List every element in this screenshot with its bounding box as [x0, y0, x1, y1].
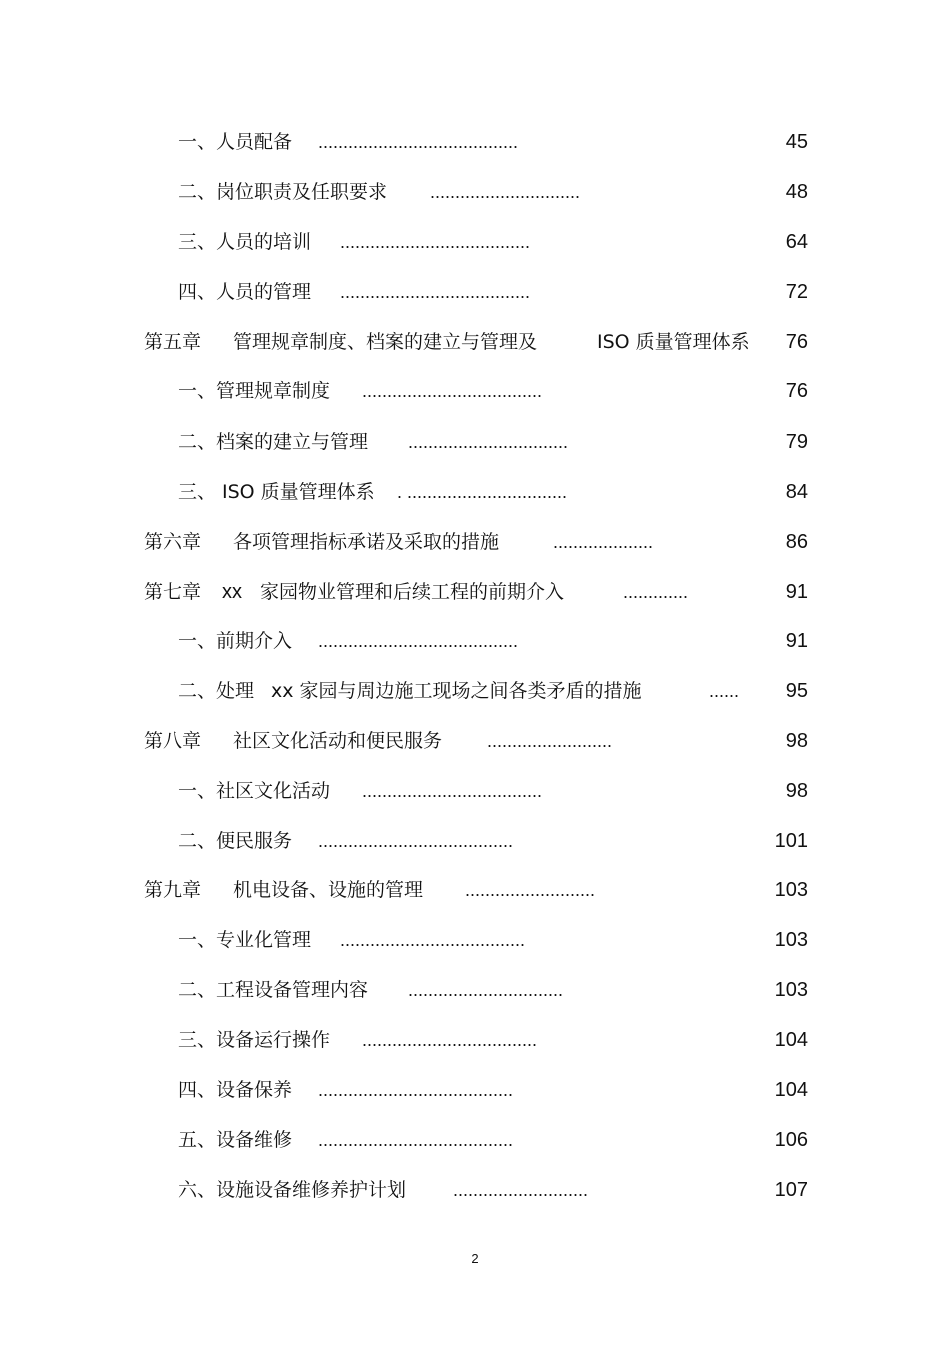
toc-leader-dots: . ................................ [397, 482, 568, 502]
toc-leader-dots: ...................................... [340, 282, 531, 302]
toc-entry-title: 二、处理 [178, 680, 255, 702]
toc-entry-title: 四、设备保养 [178, 1079, 293, 1101]
toc-entry[interactable] [0, 776, 950, 806]
toc-chapter-entry[interactable] [0, 327, 950, 357]
toc-entry[interactable] [0, 427, 950, 457]
toc-page-number: 101 [774, 830, 808, 852]
toc-chapter-label: 第六章 [144, 531, 202, 553]
toc-entry-title: 机电设备、设施的管理 [233, 879, 424, 901]
toc-entry-title: 三、设备运行操作 [178, 1029, 331, 1051]
toc-page-number: 48 [785, 181, 808, 203]
toc-page-number: 45 [785, 131, 808, 153]
toc-entry-title: 一、专业化管理 [178, 929, 312, 951]
toc-page-number: 104 [774, 1029, 808, 1051]
toc-entry[interactable] [0, 277, 950, 307]
toc-entry-title: 二、档案的建立与管理 [178, 431, 369, 453]
toc-entry[interactable] [0, 376, 950, 406]
toc-leader-dots: ....................................... [318, 831, 514, 851]
toc-page-number: 106 [774, 1129, 808, 1151]
toc-page-number: 107 [774, 1179, 808, 1201]
toc-page-number: 98 [785, 780, 808, 802]
toc-leader-dots: ........................................ [318, 132, 519, 152]
footer-page-number: 2 [471, 1251, 479, 1266]
toc-entry[interactable] [0, 177, 950, 207]
toc-entry[interactable] [0, 1125, 950, 1155]
toc-page-number: 76 [785, 331, 808, 353]
toc-leader-dots: ...... [709, 681, 740, 701]
toc-entry-title: 二、工程设备管理内容 [178, 979, 369, 1001]
toc-leader-dots: ................................ [408, 432, 569, 452]
toc-leader-dots: .................................... [362, 381, 543, 401]
toc-leader-dots: .................................... [362, 781, 543, 801]
toc-page-number: 103 [774, 879, 808, 901]
toc-entry[interactable] [0, 626, 950, 656]
toc-entry-title: 四、人员的管理 [178, 281, 312, 303]
toc-leader-dots: ..................................... [340, 930, 526, 950]
toc-entry-title: 五、设备维修 [178, 1129, 293, 1151]
toc-chapter-entry[interactable] [0, 527, 950, 557]
toc-leader-dots: ............................... [408, 980, 564, 1000]
toc-entry[interactable] [0, 1175, 950, 1205]
toc-chapter-label: 第五章 [144, 331, 202, 353]
toc-entry[interactable] [0, 227, 950, 257]
toc-page-number: 76 [785, 380, 808, 402]
toc-entry[interactable] [0, 676, 950, 706]
toc-page-number: 91 [785, 581, 808, 603]
toc-page-number: 84 [785, 481, 808, 503]
toc-leader-dots: ........................................ [318, 631, 519, 651]
toc-chapter-entry[interactable] [0, 577, 950, 607]
toc-leader-dots: .................... [553, 532, 654, 552]
toc-leader-dots: .............................. [430, 182, 581, 202]
toc-entry-title: 一、社区文化活动 [178, 780, 331, 802]
toc-page-number: 91 [785, 630, 808, 652]
toc-leader-dots: ......................... [487, 731, 613, 751]
toc-leader-dots: ...................................... [340, 232, 531, 252]
toc-entry-prefix: 三、 [178, 481, 217, 503]
toc-entry-title: 六、设施设备维修养护计划 [178, 1179, 407, 1201]
toc-chapter-label: 第七章 [144, 581, 202, 603]
toc-page-number: 72 [785, 281, 808, 303]
toc-page-number: 103 [774, 979, 808, 1001]
toc-entry[interactable] [0, 826, 950, 856]
toc-leader-dots: ....................................... [318, 1080, 514, 1100]
toc-entry-title: 家园物业管理和后续工程的前期介入 [260, 581, 565, 603]
toc-entry-title: 三、人员的培训 [178, 231, 312, 253]
toc-entry-title: 一、前期介入 [178, 630, 293, 652]
toc-page-number: 103 [774, 929, 808, 951]
toc-entry[interactable] [0, 975, 950, 1005]
toc-entry-title-prefix: xx [222, 581, 242, 603]
toc-entry-title: ISO 质量管理体系 [222, 481, 375, 503]
toc-entry[interactable] [0, 1075, 950, 1105]
toc-entry-title: 各项管理指标承诺及采取的措施 [233, 531, 500, 553]
toc-leader-dots: ........................... [453, 1180, 589, 1200]
toc-entry-title: 社区文化活动和便民服务 [233, 730, 443, 752]
toc-chapter-entry[interactable] [0, 875, 950, 905]
toc-page-number: 64 [785, 231, 808, 253]
toc-page-number: 98 [785, 730, 808, 752]
toc-entry-title: 二、便民服务 [178, 830, 293, 852]
toc-leader-dots: ................................... [362, 1030, 538, 1050]
toc-page-number: 79 [785, 431, 808, 453]
toc-page-number: 104 [774, 1079, 808, 1101]
toc-leader-dots: .......................... [465, 880, 596, 900]
toc-entry-title: 管理规章制度、档案的建立与管理及 [233, 331, 538, 353]
toc-entry-title-suffix: ISO 质量管理体系 [597, 331, 750, 353]
toc-entry[interactable] [0, 477, 950, 507]
toc-entry[interactable] [0, 127, 950, 157]
toc-entry[interactable] [0, 925, 950, 955]
toc-entry-title: 二、岗位职责及任职要求 [178, 181, 388, 203]
toc-leader-dots: ............. [623, 582, 689, 602]
toc-entry-title-suffix: xx 家园与周边施工现场之间各类矛盾的措施 [271, 680, 642, 702]
toc-chapter-entry[interactable] [0, 726, 950, 756]
toc-chapter-label: 第八章 [144, 730, 202, 752]
toc-entry-title: 一、人员配备 [178, 131, 293, 153]
toc-chapter-label: 第九章 [144, 879, 202, 901]
toc-entry-title: 一、管理规章制度 [178, 380, 331, 402]
toc-entry[interactable] [0, 1025, 950, 1055]
toc-page-number: 86 [785, 531, 808, 553]
toc-leader-dots: ....................................... [318, 1130, 514, 1150]
toc-page-number: 95 [785, 680, 808, 702]
